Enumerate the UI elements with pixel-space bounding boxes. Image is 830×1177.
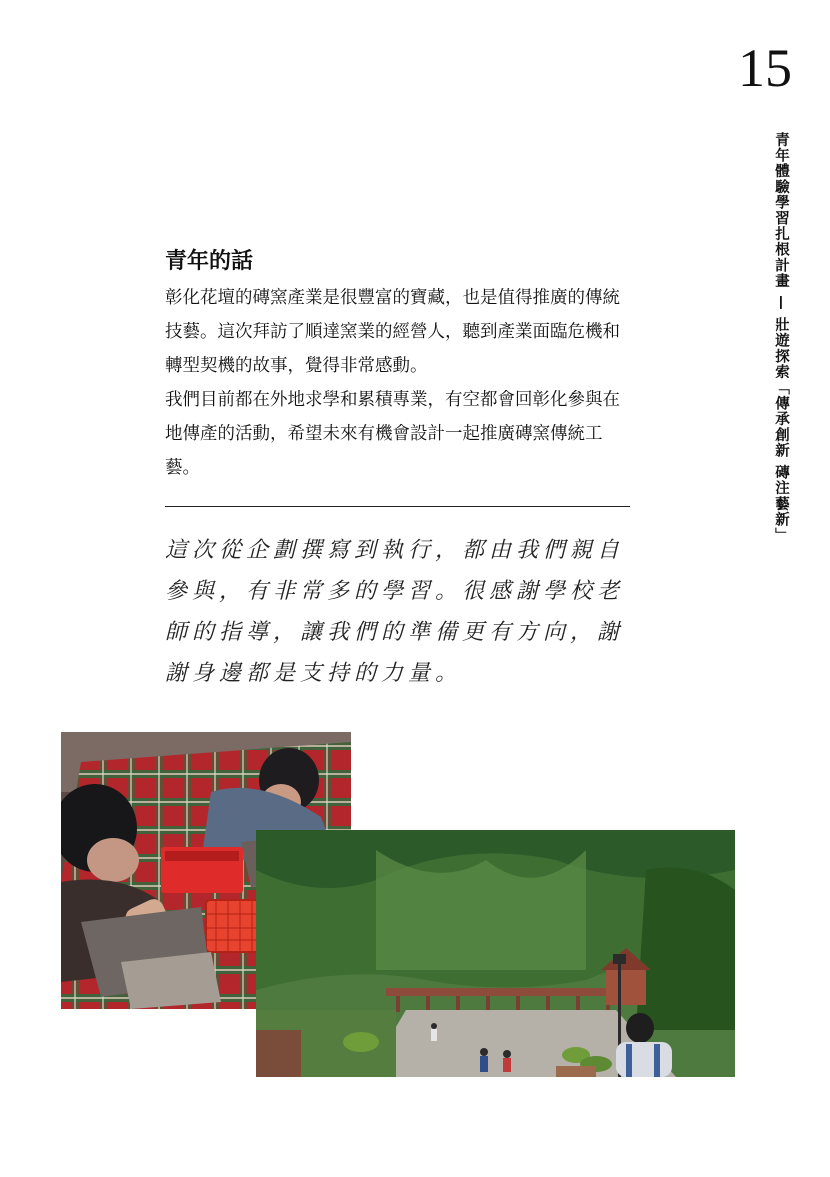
paragraph-2: 我們目前都在外地求學和累積專業，有空都會回彰化參與在地傳產的活動，希望未來有機會設計一起推廣磚窯傳統工藝。 — [165, 390, 620, 479]
photo-mountain-park — [256, 830, 735, 1077]
photo-mountain-park-illustration — [256, 830, 735, 1077]
running-header-title: 青年體驗學習扎根計畫 — 壯遊探索「傳承創新 磚注藝新」 — [773, 132, 789, 544]
paragraph-1: 彰化花壇的磚窯產業是很豐富的寶藏，也是值得推廣的傳統技藝。這次拜訪了順達窯業的經營人，聽到產業面臨危機和轉型契機的故事，覺得非常感動。 — [165, 288, 620, 377]
handwritten-note: 這次從企劃撰寫到執行，都由我們親自參與，有非常多的學習。很感謝學校老師的指導，讓我們的準備更有方向，謝謝身邊都是支持的力量。 — [165, 538, 625, 686]
divider-rule — [165, 506, 630, 507]
section-heading: 青年的話 — [165, 249, 254, 274]
page-number: 15 — [738, 38, 792, 98]
